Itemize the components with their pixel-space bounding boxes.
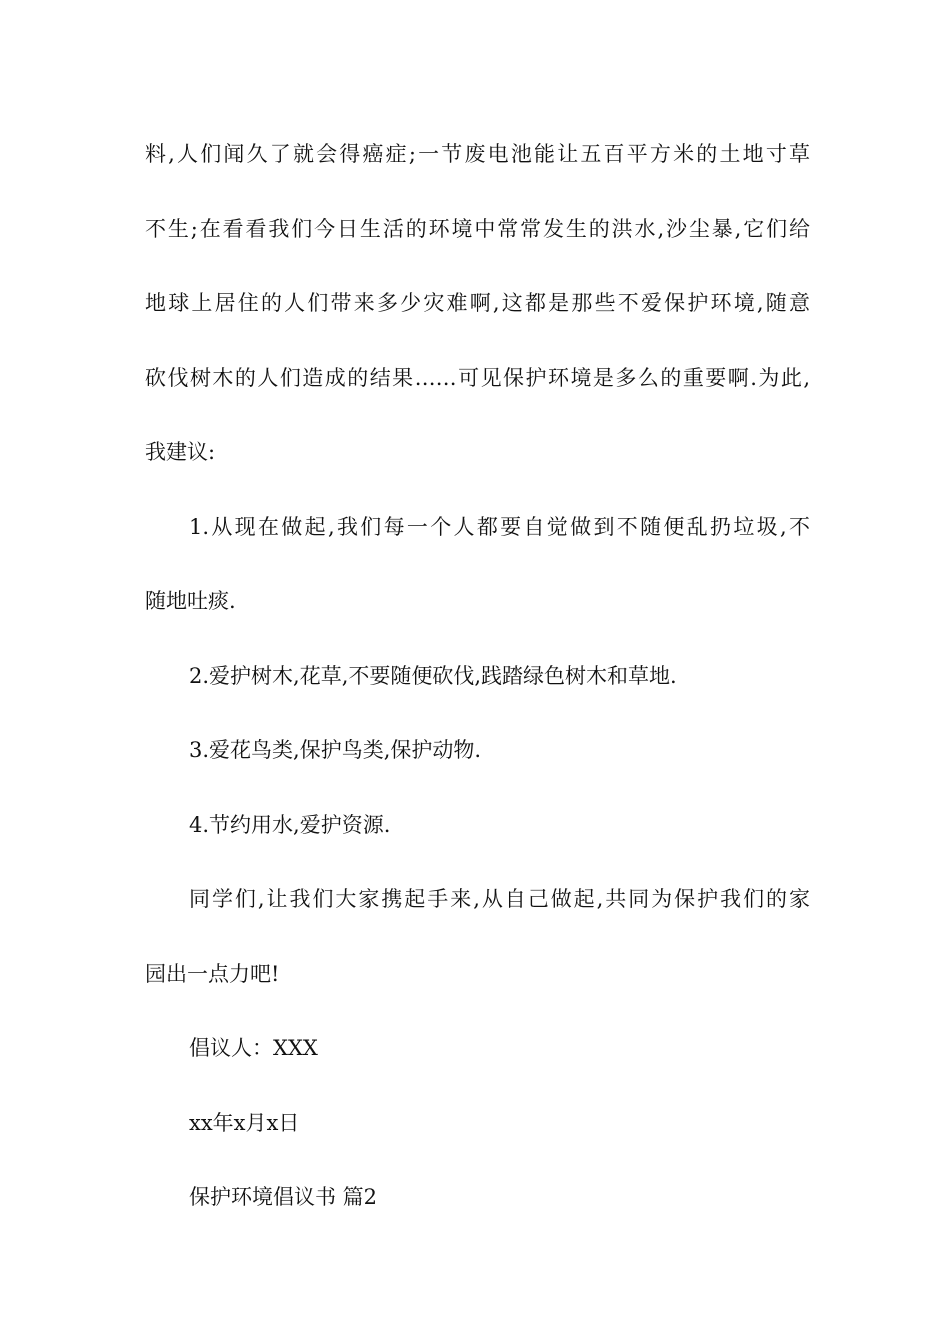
- list-item-4: 4.节约用水,爱护资源.: [189, 812, 391, 837]
- list-item-2: 2.爱护树木,花草,不要随便砍伐,践踏绿色树木和草地.: [189, 663, 677, 688]
- document-body: [145, 117, 810, 1235]
- section-heading: 保护环境倡议书 篇2: [189, 1185, 378, 1209]
- paragraph-line: 料,人们闻久了就会得癌症;一节废电池能让五百平方米的土地寸草: [145, 142, 810, 166]
- paragraph-line: 砍伐树木的人们造成的结果……可见保护环境是多么的重要啊.为此,: [145, 365, 810, 390]
- date-line: xx年x月x日: [189, 1110, 300, 1135]
- list-item-1-continuation: 随地吐痰.: [145, 589, 236, 613]
- paragraph-line: 我建议:: [145, 440, 216, 464]
- proposer-line: 倡议人：XXX: [189, 1036, 318, 1060]
- paragraph-line: 地球上居住的人们带来多少灾难啊,这都是那些不爱保护环境,随意: [145, 291, 810, 315]
- closing-paragraph-continuation: 园出一点力吧!: [145, 961, 280, 986]
- closing-paragraph-line: 同学们,让我们大家携起手来,从自己做起,共同为保护我们的家: [189, 887, 810, 911]
- list-item-3: 3.爱花鸟类,保护鸟类,保护动物.: [189, 738, 482, 762]
- paragraph-line: 不生;在看看我们今日生活的环境中常常发生的洪水,沙尘暴,它们给: [145, 216, 810, 241]
- list-item-1-line: 1.从现在做起,我们每一个人都要自觉做到不随便乱扔垃圾,不: [189, 514, 810, 539]
